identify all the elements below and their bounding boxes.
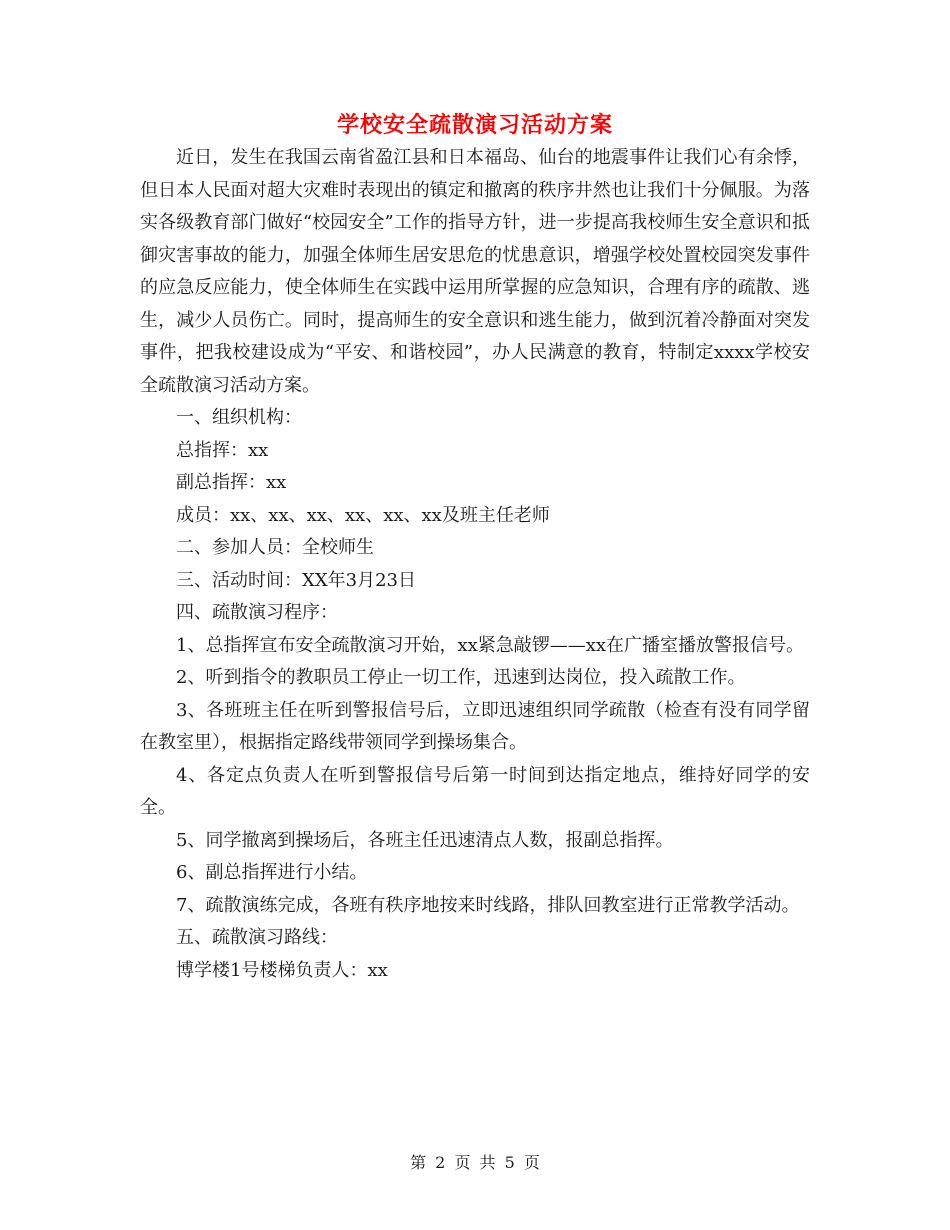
procedure-step: 3、各班班主任在听到警报信号后，立即迅速组织同学疏散（检查有没有同学留在教室里），根据指定路线带领同学到操场集合。 (140, 699, 810, 753)
procedure-step: 2、听到指令的教职员工停止一切工作，迅速到达岗位，投入疏散工作。 (176, 667, 746, 688)
document-body (140, 142, 810, 987)
section-heading-participants: 二、参加人员：全校师生 (176, 537, 374, 558)
list-item: 博学楼1号楼梯负责人：xx (176, 959, 388, 981)
procedure-step: 4、各定点负责人在听到警报信号后第一时间到达指定地点，维持好同学的安全。 (140, 764, 810, 818)
section-heading-procedure: 四、疏散演习程序： (176, 602, 338, 623)
list-item: 总指挥：xx (176, 439, 269, 461)
list-item: 成员：xx、xx、xx、xx、xx、xx及班主任老师 (176, 504, 550, 526)
page-number-footer: 第 2 页 共 5 页 (410, 1153, 540, 1172)
section-heading-time: 三、活动时间：XX年3月23日 (176, 569, 416, 591)
section-heading-organization: 一、组织机构： (176, 407, 302, 428)
intro-paragraph: 近日，发生在我国云南省盈江县和日本福岛、仙台的地震事件让我们心有余悸，但日本人民面对超大灾难时表现出的镇定和撤离的秩序井然也让我们十分佩服。为落实各级教育部门做好“校园安全”工作的指导方针，进一步提高我校师生安全意识和抵御灾害事故的能力，加强全体师生居安思危的忧患意识，增强学校处置校园突发事件的应急反应能力，使全体师生在实践中运用所掌握的应急知识，合理有序的疏散、逃生，减少人员伤亡。同时，提高师生的安全意识和逃生能力，做到沉着冷静面对突发事件，把我校建设成为“平安、和谐校园”，办人民满意的教育，特制定xxxx学校安全疏散演习活动方案。 (140, 147, 810, 396)
procedure-step: 6、副总指挥进行小结。 (176, 862, 368, 883)
procedure-step: 5、同学撤离到操场后，各班主任迅速清点人数，报副总指挥。 (176, 829, 674, 851)
procedure-step: 7、疏散演练完成，各班有秩序地按来时线路，排队回教室进行正常教学活动。 (176, 894, 800, 916)
list-item: 副总指挥：xx (176, 472, 287, 493)
document-title: 学校安全疏散演习活动方案 (336, 112, 613, 138)
procedure-step: 1、总指挥宣布安全疏散演习开始，xx紧急敲锣——xx在广播室播放警报信号。 (176, 634, 805, 656)
section-heading-route: 五、疏散演习路线： (176, 927, 338, 948)
